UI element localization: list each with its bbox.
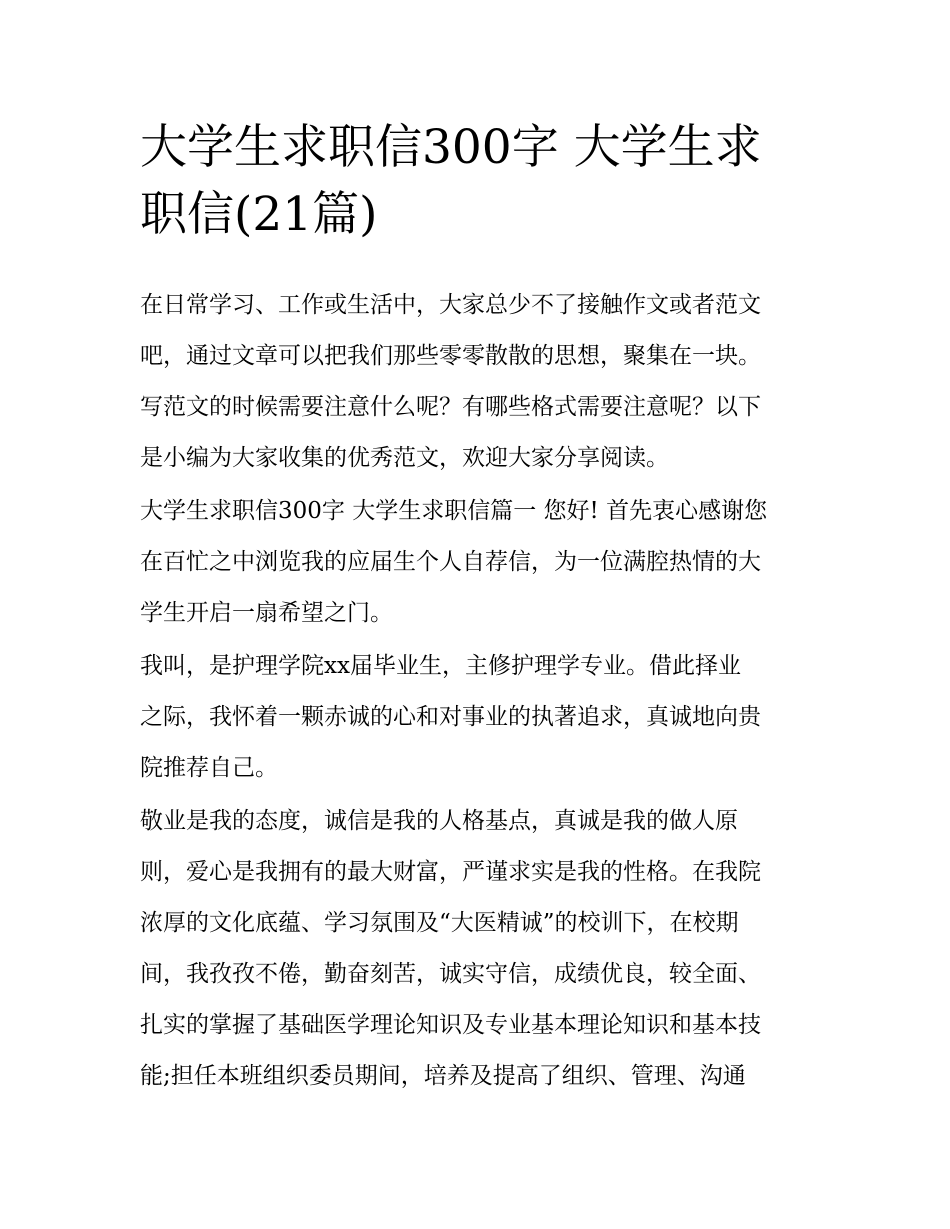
text-line: 学生开启一扇希望之门。 xyxy=(140,600,393,626)
text-line: 大学生求职信300字 大学生求职信篇一 您好! 首先衷心感谢您 xyxy=(140,498,768,524)
text-line: 院推荐自己。 xyxy=(140,755,278,781)
text-line: 浓厚的文化底蕴、学习氛围及“大医精诚”的校训下，在校期 xyxy=(140,910,739,936)
text-line: 写范文的时候需要注意什么呢？有哪些格式需要注意呢？以下 xyxy=(140,394,761,420)
text-line: 间，我孜孜不倦，勤奋刻苦，诚实守信，成绩优良，较全面、 xyxy=(140,961,761,987)
text-line: 我叫，是护理学院xx届毕业生，主修护理学专业。借此择业 xyxy=(140,653,741,679)
text-line: 能;担任本班组织委员期间，培养及提高了组织、管理、沟通 xyxy=(140,1063,746,1089)
paragraph-self-introduction xyxy=(140,641,820,794)
paragraph-letter-opening xyxy=(140,486,820,639)
text-line: 在日常学习、工作或生活中，大家总少不了接触作文或者范文 xyxy=(140,292,761,318)
text-line: 在百忙之中浏览我的应届生个人自荐信，为一位满腔热情的大 xyxy=(140,549,761,575)
text-line: 敬业是我的态度，诚信是我的人格基点，真诚是我的做人原 xyxy=(140,808,738,834)
text-line: 扎实的掌握了基础医学理论知识及专业基本理论知识和基本技 xyxy=(140,1012,761,1038)
paragraph-qualities xyxy=(140,796,820,1102)
text-line: 则，爱心是我拥有的最大财富，严谨求实是我的性格。在我院 xyxy=(140,859,761,885)
paragraph-intro xyxy=(140,280,820,484)
title-line: 职信(21篇) xyxy=(140,187,378,242)
text-line: 吧，通过文章可以把我们那些零零散散的思想，聚集在一块。 xyxy=(140,343,761,369)
document-body xyxy=(140,280,820,1104)
document-title xyxy=(140,114,820,248)
text-line: 之际，我怀着一颗赤诚的心和对事业的执著追求，真诚地向贵 xyxy=(140,704,761,730)
text-line: 是小编为大家收集的优秀范文，欢迎大家分享阅读。 xyxy=(140,445,669,471)
title-line: 大学生求职信300字 大学生求 xyxy=(140,120,762,175)
